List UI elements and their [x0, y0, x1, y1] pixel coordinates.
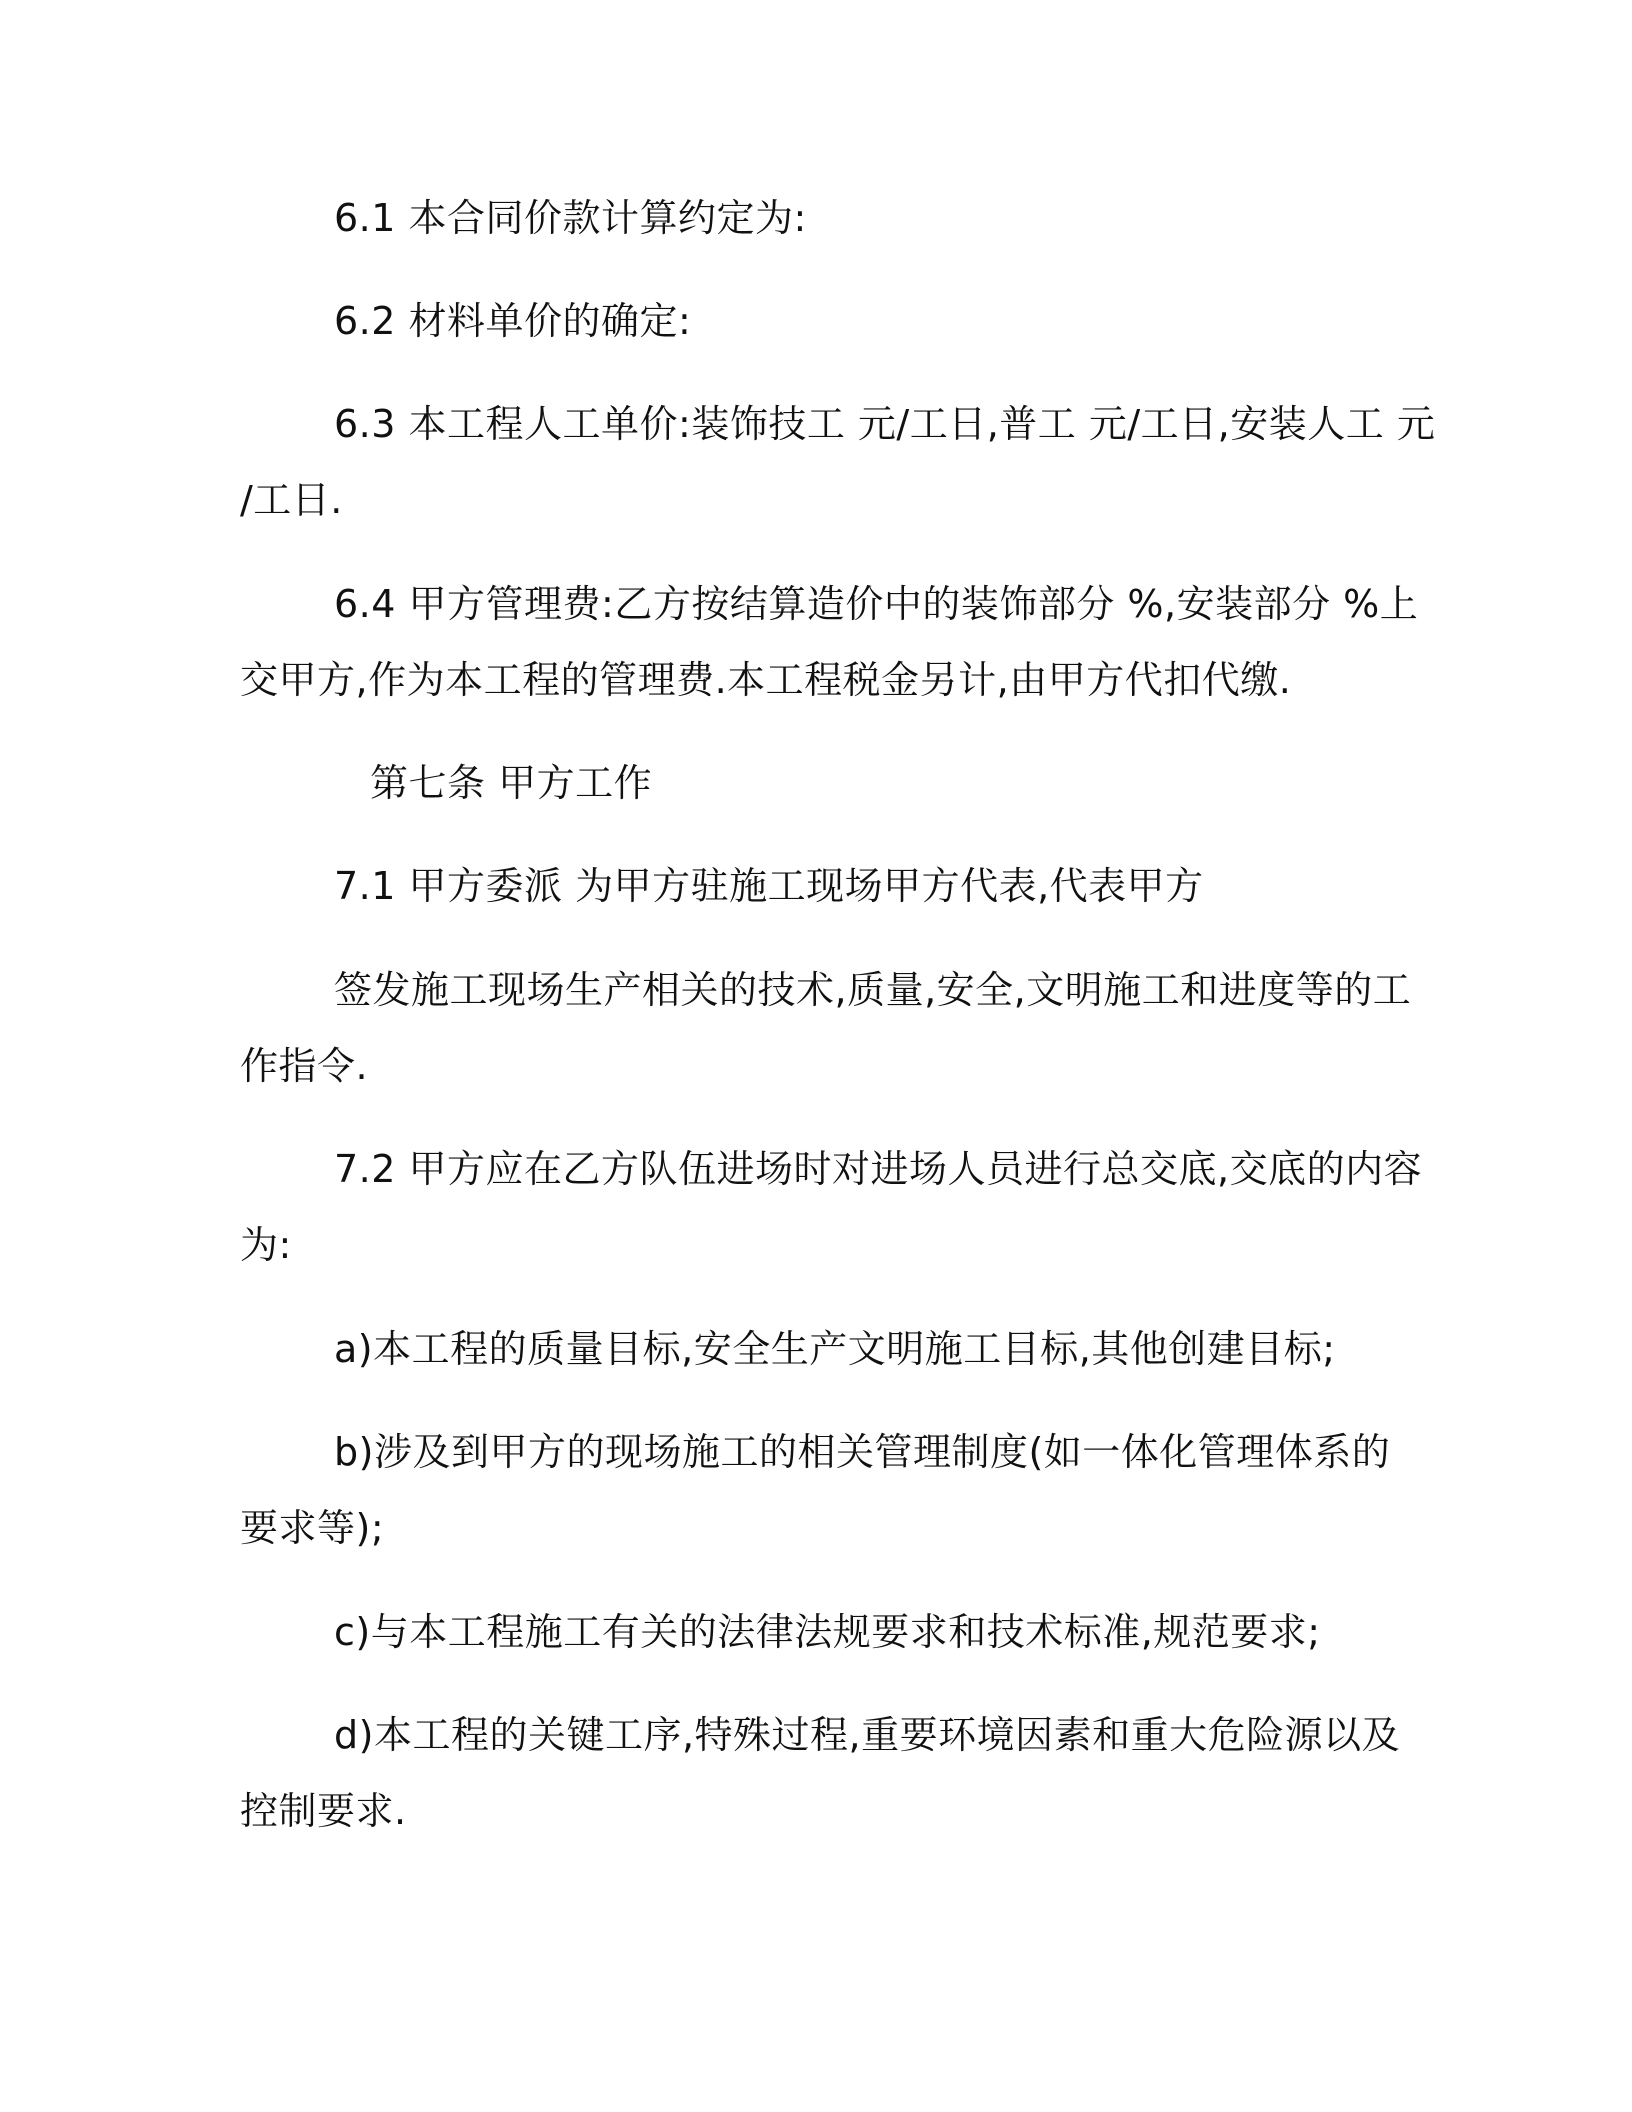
clause-6-2: 6.2 材料单价的确定:	[334, 299, 692, 343]
clause-6-3-line-2: /工日.	[240, 478, 343, 522]
list-item-d-line-1: d)本工程的关键工序,特殊过程,重要环境因素和重大危险源以及	[334, 1713, 1401, 1757]
clause-6-3-line-1: 6.3 本工程人工单价:装饰技工 元/工日,普工 元/工日,安装人工 元	[334, 402, 1436, 446]
clause-6-4-line-1: 6.4 甲方管理费:乙方按结算造价中的装饰部分 %,安装部分 %上	[334, 582, 1419, 626]
list-item-a: a)本工程的质量目标,安全生产文明施工目标,其他创建目标;	[334, 1327, 1336, 1371]
clause-7-2-line-2: 为:	[240, 1223, 292, 1267]
clause-7-2-line-1: 7.2 甲方应在乙方队伍进场时对进场人员进行总交底,交底的内容	[334, 1147, 1423, 1191]
clause-7-1-continuation-line-2: 作指令.	[240, 1044, 369, 1088]
clause-6-4-line-2: 交甲方,作为本工程的管理费.本工程税金另计,由甲方代扣代缴.	[240, 658, 1292, 702]
list-item-d-line-2: 控制要求.	[240, 1789, 407, 1833]
list-item-b-line-2: 要求等);	[240, 1506, 385, 1550]
list-item-b-line-1: b)涉及到甲方的现场施工的相关管理制度(如一体化管理体系的	[334, 1430, 1391, 1474]
clause-6-1: 6.1 本合同价款计算约定为:	[334, 196, 807, 240]
article-7-heading: 第七条 甲方工作	[370, 761, 653, 805]
list-item-c: c)与本工程施工有关的法律法规要求和技术标准,规范要求;	[334, 1610, 1321, 1654]
clause-7-1: 7.1 甲方委派 为甲方驻施工现场甲方代表,代表甲方	[334, 864, 1204, 908]
clause-7-1-continuation-line-1: 签发施工现场生产相关的技术,质量,安全,文明施工和进度等的工	[334, 968, 1412, 1012]
